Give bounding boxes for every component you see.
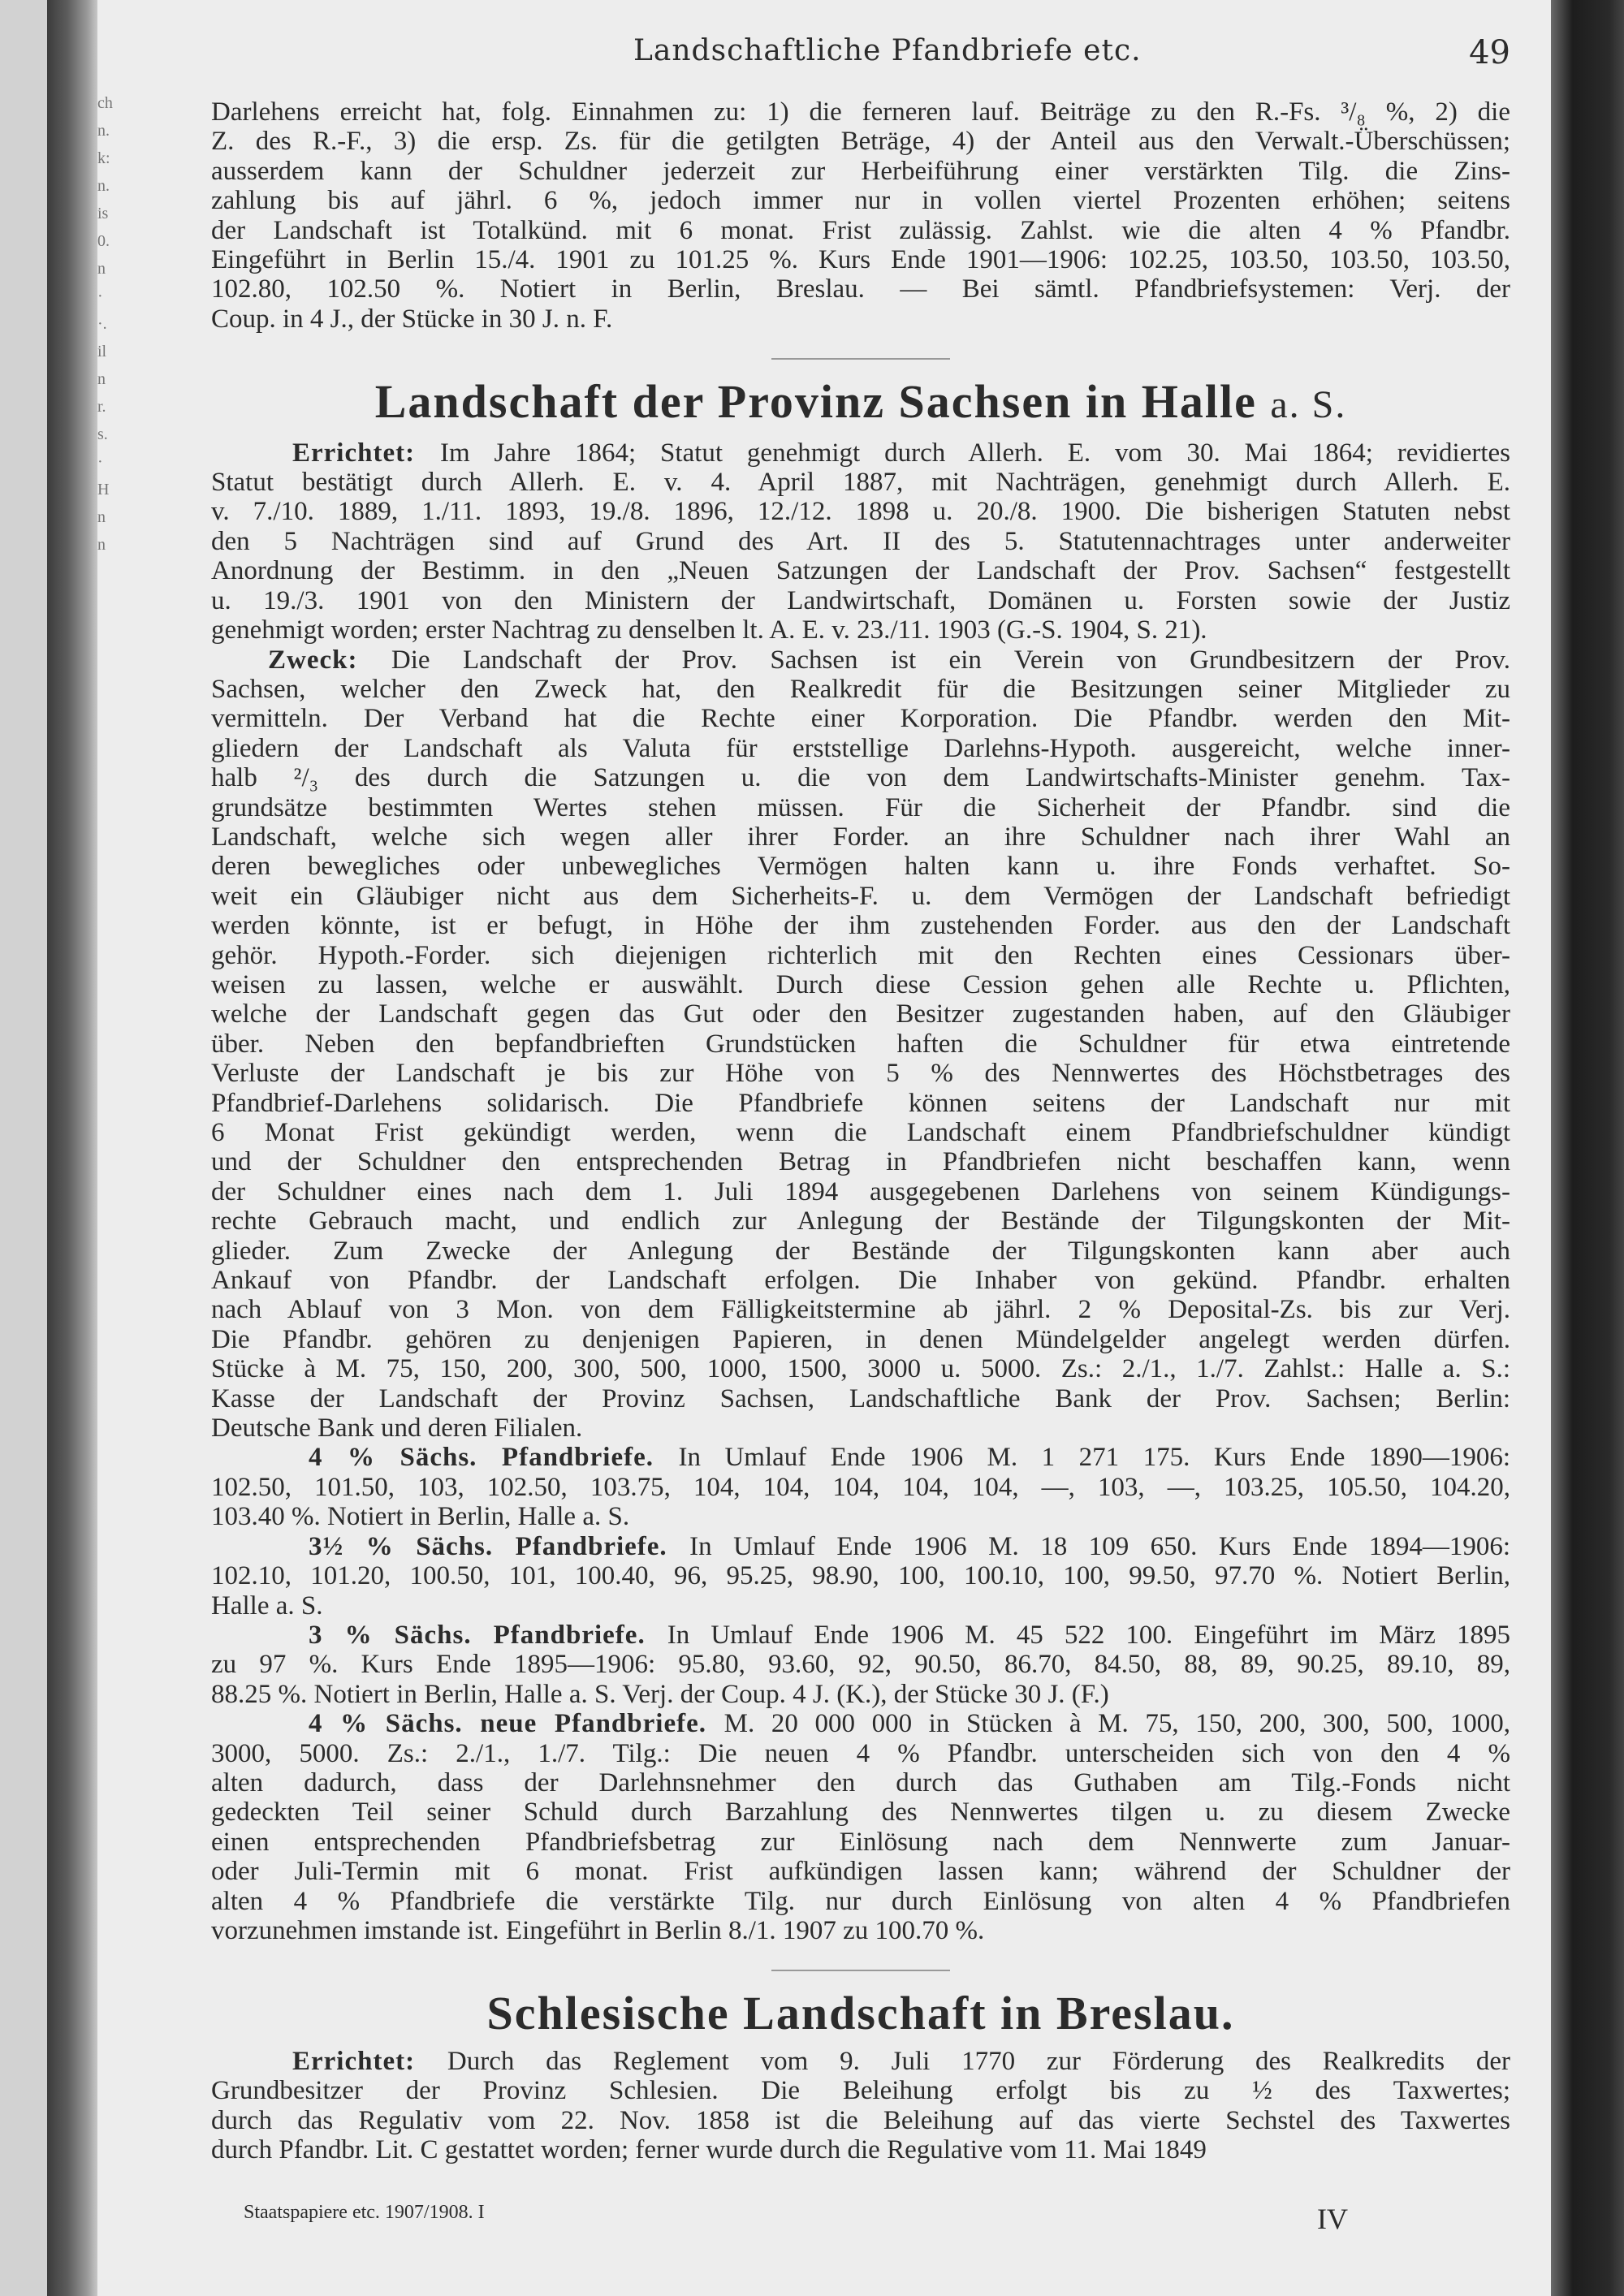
text-line: der Landschaft ist Totalkünd. mit 6 monat. Frist zulässig. Zahlst. wie die alten 4 % Pfandbr. xyxy=(211,215,1510,245)
text-line: 102.80, 102.50 %. Notiert in Berlin, Breslau. — Bei sämtl. Pfandbriefsystemen: Verj. der xyxy=(211,274,1510,304)
section-title-text: Landschaft der Provinz Sachsen in Halle xyxy=(374,375,1257,429)
intro-paragraph xyxy=(211,97,1510,334)
bleed-mark: r. xyxy=(97,398,106,416)
bleed-mark: n. xyxy=(97,122,110,140)
text-line: über. Neben den bepfandbrieften Grundstücken haften die Schuldner für etwa eintretende xyxy=(211,1029,1510,1059)
text-line: v. 7./10. 1889, 1./11. 1893, 19./8. 1896, 12./12. 1898 u. 20./8. 1900. Die bisherigen Statuten nebst xyxy=(211,497,1510,527)
bond-entry xyxy=(211,1443,1510,1531)
text-line: vorzunehmen imstande ist. Eingeführt in Berlin 8./1. 1907 zu 100.70 %. xyxy=(211,1915,985,1945)
section-title-sachsen xyxy=(211,375,1510,429)
text-line: werden könnte, ist er befugt, in Höhe der ihm zustehenden Forder. aus den der Landschaft xyxy=(211,911,1510,941)
text-line: alten dadurch, dass der Darlehnsnehmer den durch das Guthaben am Tilg.-Fonds nicht xyxy=(211,1767,1510,1798)
text-line xyxy=(211,438,1510,468)
bond-entry xyxy=(211,1532,1510,1621)
sheet-number: IV xyxy=(1317,2203,1348,2235)
page-header xyxy=(536,34,1510,75)
text-line: Landschaft, welche sich wegen aller ihrer Forder. an ihre Schuldner nach ihrer Wahl an xyxy=(211,822,1510,852)
paragraph-lead: 4 % Sächs. neue Pfandbriefe. xyxy=(309,1709,724,1739)
bleed-mark: ·. xyxy=(97,315,107,333)
bleed-mark: s. xyxy=(97,425,108,443)
text-line: glieder. Zum Zwecke der Anlegung der Bestände der Tilgungskonten kann aber auch xyxy=(211,1236,1510,1266)
text-line: gliedern der Landschaft als Valuta für erststellige Darlehns-Hypoth. ausgereicht, welche inner- xyxy=(211,733,1510,763)
text-line: Kasse der Landschaft der Provinz Sachsen, Landschaftliche Bank der Prov. Sachsen; Berlin: xyxy=(211,1383,1510,1413)
section-divider xyxy=(771,358,950,360)
text-line xyxy=(211,1621,1510,1650)
text-line: genehmigt worden; erster Nachtrag zu denselben lt. A. E. v. 23./11. 1903 (G.-S. 1904, S. 21). xyxy=(211,615,1207,645)
line-text: Durch das Reglement vom 9. Juli 1770 zur Förderung des Realkredits der xyxy=(447,2046,1510,2076)
text-line: Deutsche Bank und deren Filialen. xyxy=(211,1413,583,1444)
errichtet-paragraph xyxy=(211,438,1510,645)
text-line: 88.25 %. Notiert in Berlin, Halle a. S. Verj. der Coup. 4 J. (K.), der Stücke 30 J. (F.) xyxy=(211,1679,1109,1709)
text-line: einen entsprechenden Pfandbriefsbetrag zur Einlösung nach dem Nennwerte zum Januar- xyxy=(211,1827,1510,1857)
line-text: Die Landschaft der Prov. Sachsen ist ein Verein von Grundbesitzern der Prov. xyxy=(391,645,1510,675)
page-body xyxy=(211,97,1510,2164)
text-line: oder Juli-Termin mit 6 monat. Frist aufkündigen lassen kann; während der Schuldner der xyxy=(211,1857,1510,1887)
paragraph-lead: 3½ % Sächs. Pfandbriefe. xyxy=(309,1531,690,1561)
bleed-mark: is xyxy=(97,205,109,222)
bleed-through-text xyxy=(97,89,146,559)
zweck-paragraph xyxy=(211,645,1510,1444)
bleed-mark: H xyxy=(97,481,110,498)
bleed-mark: n xyxy=(97,370,106,388)
text-line xyxy=(211,1532,1510,1561)
text-line xyxy=(211,645,1510,675)
text-line: Die Pfandbr. gehören zu denjenigen Papieren, in denen Mündelgelder angelegt werden dürfen. xyxy=(211,1324,1510,1354)
bleed-mark: n. xyxy=(97,177,110,195)
text-line: zahlung bis auf jährl. 6 %, jedoch immer nur in vollen viertel Prozenten erhöhen; seitens xyxy=(211,186,1510,216)
text-line: deren bewegliches oder unbewegliches Vermögen halten kann u. ihre Fonds verhaftet. So- xyxy=(211,852,1510,882)
bleed-mark: il xyxy=(97,343,107,360)
bleed-mark: ch xyxy=(97,94,113,112)
text-line: 6 Monat Frist gekündigt werden, wenn die Landschaft einem Pfandbriefschuldner kündigt xyxy=(211,1118,1510,1147)
text-line: den 5 Nachträgen sind auf Grund des Art. II des 5. Statutennachtrages unter anderweiter xyxy=(211,526,1510,556)
text-line: Pfandbrief-Darlehens solidarisch. Die Pfandbriefe können seitens der Landschaft nur mit xyxy=(211,1088,1510,1118)
text-line: Verluste der Landschaft je bis zur Höhe von 5 % des Nennwertes des Höchstbetrages des xyxy=(211,1059,1510,1089)
text-line xyxy=(211,1443,1510,1472)
text-line: der Schuldner eines nach dem 1. Juli 1894 ausgegebenen Darlehens von seinem Kündigungs- xyxy=(211,1176,1510,1206)
book-page xyxy=(97,0,1551,2296)
text-line: Statut bestätigt durch Allerh. E. v. 4. April 1887, mit Nachträgen, genehmigt durch Allerh. E. xyxy=(211,468,1510,498)
bleed-mark: n xyxy=(97,508,106,526)
book-binding-edge xyxy=(1551,0,1624,2296)
text-line: Coup. in 4 J., der Stücke in 30 J. n. F. xyxy=(211,304,613,334)
bleed-mark: n xyxy=(97,536,106,554)
text-line: gehör. Hypoth.-Forder. sich diejenigen richterlich mit den Rechten eines Cessionars über- xyxy=(211,940,1510,970)
bond-list xyxy=(211,1443,1510,1945)
text-line: rechte Gebrauch macht, und endlich zur Anlegung der Bestände der Tilgungskonten der Mit- xyxy=(211,1206,1510,1236)
text-line: durch Pfandbr. Lit. C gestattet worden; ferner wurde durch die Regulative vom 11. Mai 1849 xyxy=(211,2135,1207,2164)
left-margin-strip xyxy=(0,0,47,2296)
schlesien-errichtet-paragraph xyxy=(211,2047,1510,2165)
text-line: 102.10, 101.20, 100.50, 101, 100.40, 96, 95.25, 98.90, 100, 100.10, 100, 99.50, 97.70 %. Notiert Berlin, xyxy=(211,1561,1510,1591)
text-line: Darlehens erreicht hat, folg. Einnahmen zu: 1) die ferneren lauf. Beiträge zu den R.-Fs. ³/₈ %, 2) die xyxy=(211,97,1510,127)
line-text: M. 20 000 000 in Stücken à M. 75, 150, 200, 300, 500, 1000, xyxy=(723,1709,1510,1739)
line-text: In Umlauf Ende 1906 M. 1 271 175. Kurs Ende 1890—1906: xyxy=(678,1443,1510,1473)
text-line: Halle a. S. xyxy=(211,1590,323,1621)
bleed-mark: n xyxy=(97,260,106,278)
section-title-suffix: a. S. xyxy=(1270,383,1347,427)
bond-entry xyxy=(211,1709,1510,1945)
text-line: weit ein Gläubiger nicht aus dem Sicherheits-F. u. dem Vermögen der Landschaft befriedigt xyxy=(211,881,1510,911)
text-line xyxy=(211,1709,1510,1738)
text-line xyxy=(211,2047,1510,2076)
bond-entry xyxy=(211,1621,1510,1709)
text-line: halb ²/₃ des durch die Satzungen u. die von dem Landwirtschafts-Minister genehm. Tax- xyxy=(211,763,1510,793)
section-title-text: Schlesische Landschaft in Breslau. xyxy=(486,1987,1235,2040)
text-line: und der Schuldner den entsprechenden Betrag in Pfandbriefen nicht beschaffen kann, wenn xyxy=(211,1147,1510,1177)
text-line: 102.50, 101.50, 103, 102.50, 103.75, 104, 104, 104, 104, 104, —, 103, —, 103.25, 105.50, 104.20, xyxy=(211,1472,1510,1502)
text-line: Sachsen, welcher den Zweck hat, den Realkredit für die Besitzungen seiner Mitglieder zu xyxy=(211,674,1510,704)
text-line: alten 4 % Pfandbriefe die verstärkte Tilg. nur durch Einlösung von alten 4 % Pfandbriefen xyxy=(211,1886,1510,1916)
text-line: durch das Regulativ vom 22. Nov. 1858 ist die Beleihung auf das vierte Sechstel des Taxwertes xyxy=(211,2105,1510,2135)
text-line: grundsätze bestimmten Wertes stehen müssen. Für die Sicherheit der Pfandbr. sind die xyxy=(211,792,1510,822)
page-number: 49 xyxy=(1469,34,1510,71)
signature-mark: Staatspapiere etc. 1907/1908. I xyxy=(244,2202,485,2223)
text-line: nach Ablauf von 3 Mon. von dem Fälligkeitstermine ab jährl. 2 % Deposital-Zs. bis zur Verj. xyxy=(211,1295,1510,1325)
bleed-mark: k: xyxy=(97,149,110,167)
text-line: Eingeführt in Berlin 15./4. 1901 zu 101.25 %. Kurs Ende 1901—1906: 102.25, 103.50, 103.50, 103.50, xyxy=(211,245,1510,275)
bleed-mark: · xyxy=(97,453,103,471)
text-line: u. 19./3. 1901 von den Ministern der Landwirtschaft, Domänen u. Forsten sowie der Justiz xyxy=(211,585,1510,615)
paragraph-lead: 4 % Sächs. Pfandbriefe. xyxy=(309,1443,679,1473)
section-title-schlesien xyxy=(211,1987,1510,2040)
text-line: welche der Landschaft gegen das Gut oder den Besitzer zugestanden haben, auf den Gläubiger xyxy=(211,999,1510,1029)
text-line: vermitteln. Der Verband hat die Rechte einer Korporation. Die Pfandbr. werden den Mit- xyxy=(211,704,1510,734)
bleed-mark: 0. xyxy=(97,232,110,250)
paragraph-lead: 3 % Sächs. Pfandbriefe. xyxy=(309,1620,667,1650)
text-line: Ankauf von Pfandbr. der Landschaft erfolgen. Die Inhaber von gekünd. Pfandbr. erhalten xyxy=(211,1266,1510,1296)
text-line: 103.40 %. Notiert in Berlin, Halle a. S. xyxy=(211,1502,630,1532)
line-text: In Umlauf Ende 1906 M. 18 109 650. Kurs Ende 1894—1906: xyxy=(689,1531,1510,1561)
paragraph-lead: Errichtet: xyxy=(292,438,440,468)
line-text: Im Jahre 1864; Statut genehmigt durch Allerh. E. vom 30. Mai 1864; revidiertes xyxy=(439,438,1510,468)
text-line: Z. des R.-F., 3) die ersp. Zs. für die getilgten Beträge, 4) der Anteil aus den Verwalt.-Überschüssen; xyxy=(211,127,1510,157)
running-title: Landschaftliche Pfandbriefe etc. xyxy=(633,34,1142,67)
text-line: Anordnung der Bestimm. in den „Neuen Satzungen der Landschaft der Prov. Sachsen“ festgestellt xyxy=(211,556,1510,586)
text-line: gedeckten Teil seiner Schuld durch Barzahlung des Nennwertes tilgen u. zu diesem Zwecke xyxy=(211,1798,1510,1828)
text-line: Stücke à M. 75, 150, 200, 300, 500, 1000, 1500, 3000 u. 5000. Zs.: 2./1., 1./7. Zahlst.: Halle a. S.: xyxy=(211,1354,1510,1384)
paragraph-lead: Errichtet: xyxy=(292,2046,447,2076)
text-line: weisen zu lassen, welche er auswählt. Durch diese Cession gehen alle Rechte u. Pflichten, xyxy=(211,969,1510,999)
paragraph-lead: Zweck: xyxy=(268,645,391,675)
text-line: Grundbesitzer der Provinz Schlesien. Die Beleihung erfolgt bis zu ½ des Taxwertes; xyxy=(211,2076,1510,2106)
text-line: zu 97 %. Kurs Ende 1895—1906: 95.80, 93.60, 92, 90.50, 86.70, 84.50, 88, 89, 90.25, 89.10, 89, xyxy=(211,1650,1510,1680)
line-text: In Umlauf Ende 1906 M. 45 522 100. Eingeführt im März 1895 xyxy=(667,1620,1510,1650)
section-divider xyxy=(771,1970,950,1971)
bleed-mark: · xyxy=(97,287,103,305)
text-line: ausserdem kann der Schuldner jederzeit zur Herbeiführung einer verstärkten Tilg. die Zins- xyxy=(211,156,1510,186)
text-line: 3000, 5000. Zs.: 2./1., 1./7. Tilg.: Die neuen 4 % Pfandbr. unterscheiden sich von den 4 % xyxy=(211,1738,1510,1768)
